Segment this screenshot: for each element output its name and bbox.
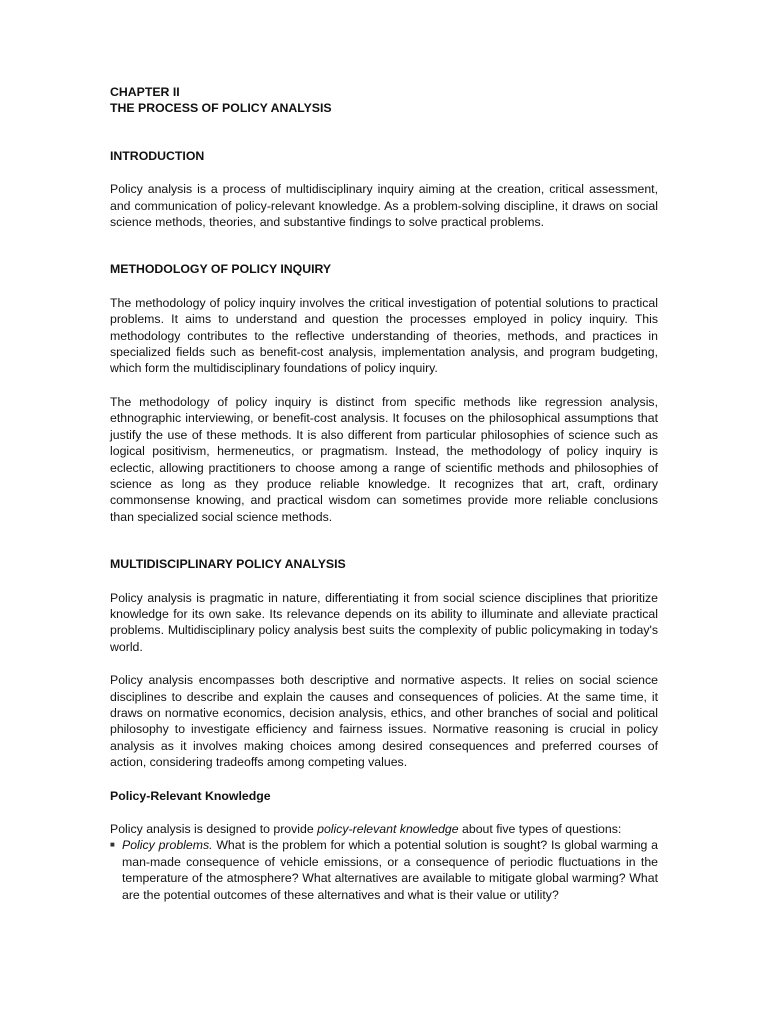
list-item [110, 837, 658, 903]
bullet-term: Policy problems. [122, 838, 213, 853]
policy-relevant-subheading: Policy-Relevant Knowledge [110, 788, 271, 803]
intro-prefix: Policy analysis is designed to provide [110, 822, 318, 836]
methodology-heading: METHODOLOGY OF POLICY INQUIRY [110, 262, 332, 277]
document-body [110, 84, 658, 903]
square-bullet-icon: ■ [110, 840, 115, 850]
multidisciplinary-paragraph-1: Policy analysis is pragmatic in nature, differentiating it from social science disciplines that prioritize knowledge for its own sake. Its relevance depends on its ability to illuminate and alleviate practical problems. Multidisciplinary policy analysis best suits the complexity of public policymaking in today's world. [110, 590, 658, 654]
methodology-paragraph-2: The methodology of policy inquiry is distinct from specific methods like regression analysis, ethnographic interviewing, or benefit-cost analysis. It focuses on the philosophical assumptions that justify the use of these methods. It is also different from particular philosophies of science such as logical positivism, hermeneutics, or pragmatism. Instead, the methodology of policy inquiry is eclectic, allowing practitioners to choose among a range of scientific methods and philosophies of science as long as they produce reliable knowledge. It recognizes that art, craft, ordinary commonsense knowing, and practical wisdom can sometimes provide more reliable conclusions than specialized social science methods. [110, 394, 658, 524]
bullet-body: What is the problem for which a potential solution is sought? Is global warming a man-made consequence of vehicle emissions, or a consequence of periodic fluctuations in the temperature of the atmosphere? What alternatives are available to mitigate global warming? What are the potential outcomes of these alternatives and what is their value or utility? [122, 838, 658, 902]
chapter-label: CHAPTER II [110, 85, 180, 99]
chapter-title: THE PROCESS OF POLICY ANALYSIS [110, 101, 332, 116]
policy-relevant-intro [110, 821, 658, 837]
methodology-paragraph-1: The methodology of policy inquiry involves the critical investigation of potential solutions to practical problems. It aims to understand and question the processes employed in policy inquiry. This methodology contributes to the reflective understanding of theories, methods, and practices in specialized fields such as benefit-cost analysis, implementation analysis, and program budgeting, which form the multidisciplinary foundations of policy inquiry. [110, 295, 658, 376]
bullet-text [122, 837, 658, 903]
intro-emphasis: policy-relevant knowledge [317, 822, 459, 836]
multidisciplinary-paragraph-2: Policy analysis encompasses both descriptive and normative aspects. It relies on social science disciplines to describe and explain the causes and consequences of policies. At the same time, it draws on normative economics, decision analysis, ethics, and other branches of social and political philosophy to investigate efficiency and fairness issues. Normative reasoning is crucial in policy analysis as it involves making choices among desired consequences and preferred courses of action, considering tradeoffs among competing values. [110, 673, 658, 770]
multidisciplinary-heading: MULTIDISCIPLINARY POLICY ANALYSIS [110, 557, 346, 572]
intro-suffix: about five types of questions: [458, 822, 622, 836]
introduction-paragraph: Policy analysis is a process of multidisciplinary inquiry aiming at the creation, critical assessment, and communication of policy-relevant knowledge. As a problem-solving discipline, it draws on social science methods, theories, and substantive findings to solve practical problems. [110, 182, 658, 230]
introduction-heading: INTRODUCTION [110, 148, 205, 163]
